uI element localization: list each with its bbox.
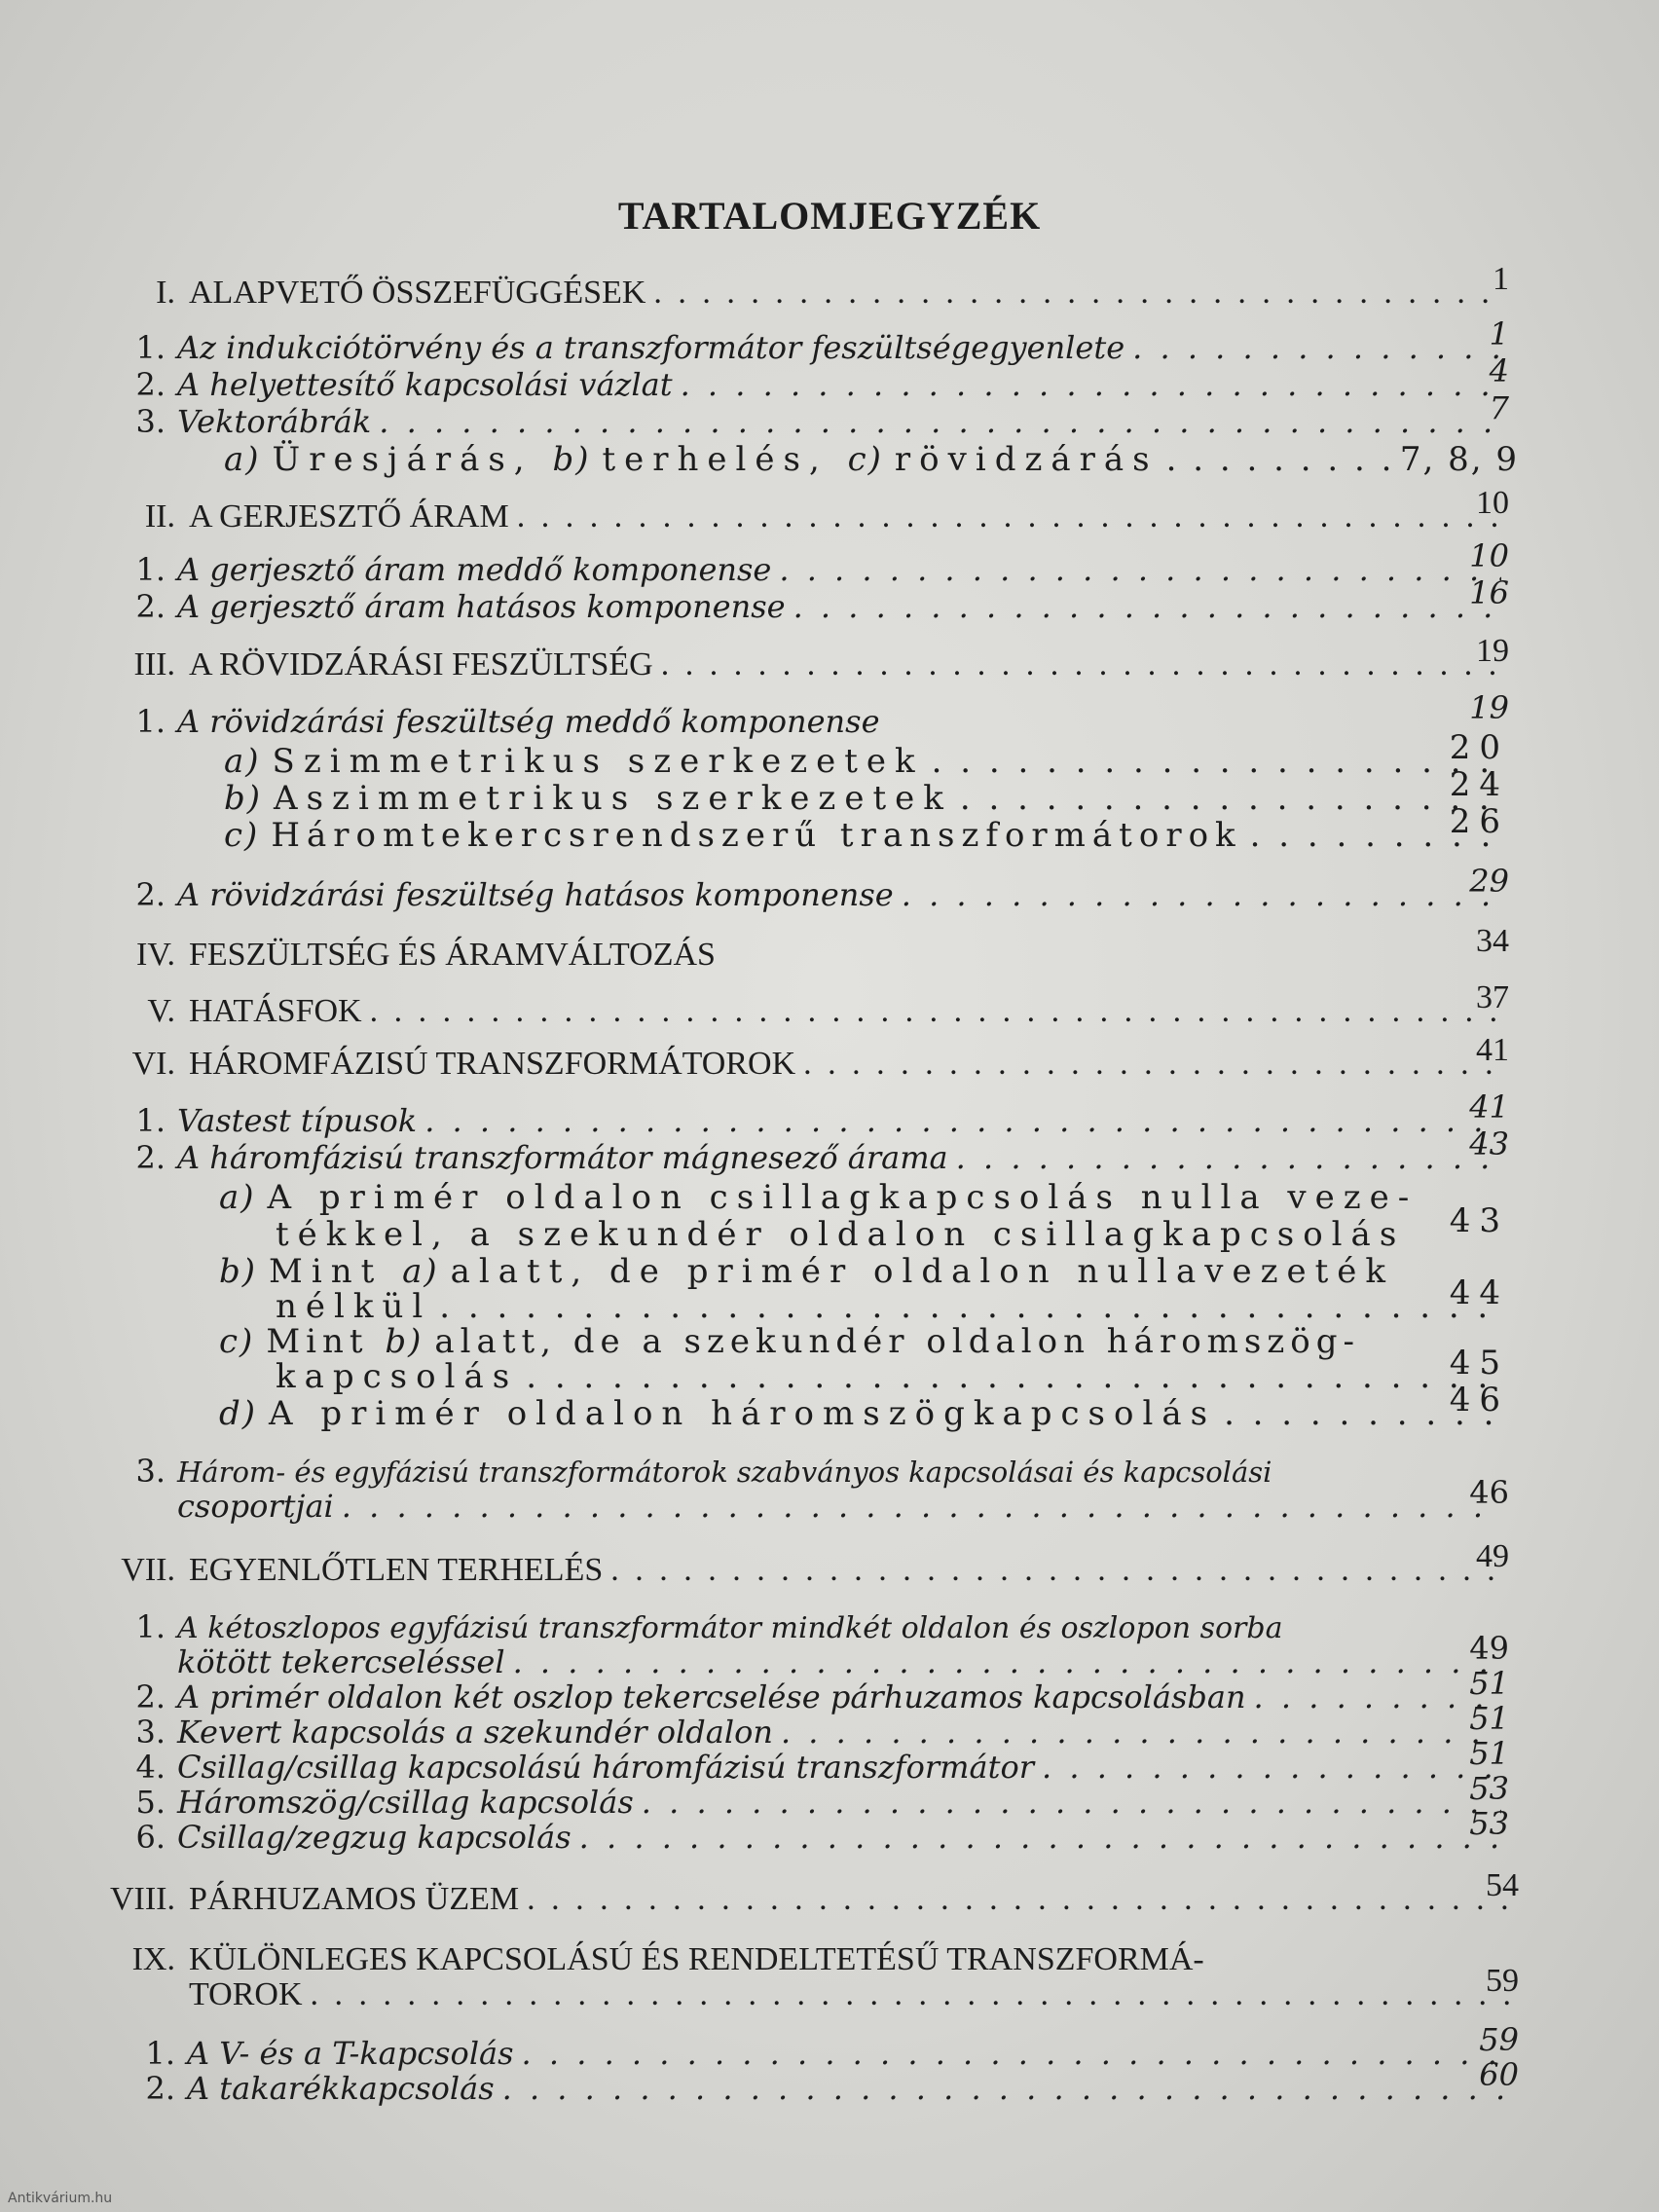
- toc-section: 1. Vastest típusok . . . 41: [107, 1102, 1509, 1139]
- toc-chapter: IV. FESZÜLTSÉG ÉS ÁRAMVÁLTOZÁS 34: [136, 923, 1509, 973]
- toc-subsection: b) Aszimmetrikus szerkezetek . . . 24: [224, 779, 1509, 818]
- toc-section: 1. A kétoszlopos egyfázisú transzformátor mindkét oldalon és oszlopon sorba: [135, 1608, 1283, 1645]
- toc-section: 3. Vektorábrák . . . 7: [107, 403, 1509, 440]
- toc-section: 1. A gerjesztő áram meddő komponense . . . 10: [107, 551, 1509, 588]
- toc-section: 2. A rövidzárási feszültség hatásos komponense . . . 29: [107, 876, 1509, 913]
- toc-section: 4. Csillag/csillag kapcsolású háromfázisú transzformátor . . . 51: [107, 1749, 1509, 1786]
- toc-section: 2. A primér oldalon két oszlop tekercselése párhuzamos kapcsolásban . . . 51: [107, 1678, 1509, 1715]
- toc-section-cont: kötött tekercseléssel . . . 49: [177, 1643, 1509, 1680]
- toc-section: 1. A rövidzárási feszültség meddő komponense 19: [135, 689, 1509, 740]
- toc-section: 1. A V- és a T-kapcsolás . . . 59: [117, 2035, 1519, 2072]
- toc-chapter: I. ALAPVETŐ ÖSSZEFÜGGÉSEK . . . 1: [78, 275, 1509, 312]
- toc-subsection-cont: tékkel, a szekundér oldalon csillagkapcsolás 43: [276, 1201, 1509, 1254]
- toc-subsection: a) Szimmetrikus szerkezetek . . . 20: [224, 742, 1509, 781]
- toc-subsection: d) A primér oldalon háromszögkapcsolás . . . 46: [219, 1394, 1509, 1433]
- toc-chapter: III. A RÖVIDZÁRÁSI FESZÜLTSÉG . . . 19: [78, 646, 1509, 683]
- toc-chapter: II. A GERJESZTŐ ÁRAM . . . 10: [78, 498, 1509, 535]
- toc-subsection-cont: kapcsolás . . . 45: [276, 1357, 1509, 1396]
- toc-subsection: a) Üresjárás, b) terhelés, c) rövidzárás . . . 7, 8, 9: [224, 440, 1519, 479]
- toc-section: 3. Három- és egyfázisú transzformátorok szabványos kapcsolásai és kapcsolási: [135, 1453, 1272, 1490]
- toc-chapter: V. HATÁSFOK . . . 37: [78, 993, 1509, 1030]
- toc-section: 3. Kevert kapcsolás a szekundér oldalon . . . 51: [107, 1714, 1509, 1751]
- toc-subsection: a) A primér oldalon csillagkapcsolás nulla veze-: [219, 1178, 1419, 1217]
- toc-chapter: VIII. PÁRHUZAMOS ÜZEM . . . 54: [78, 1881, 1519, 1918]
- toc-section: 5. Háromszög/csillag kapcsolás . . . 53: [107, 1784, 1509, 1821]
- toc-section: 2. A háromfázisú transzformátor mágnesező árama . . . 43: [107, 1139, 1509, 1176]
- toc-section: 2. A takarékkapcsolás . . . 60: [117, 2070, 1519, 2107]
- toc-section-cont: csoportjai . . . 46: [177, 1488, 1509, 1525]
- toc-chapter: VII. EGYENLŐTLEN TERHELÉS . . . 49: [78, 1552, 1509, 1589]
- toc-section: 2. A gerjesztő áram hatásos komponense . . . 16: [107, 588, 1509, 625]
- toc-section: 6. Csillag/zegzug kapcsolás . . . 53: [107, 1819, 1509, 1856]
- toc-subsection: c) Háromtekercsrendszerű transzformátorok . . . 26: [224, 816, 1509, 855]
- toc-subsection: c) Mint b) alatt, de a szekundér oldalon háromszög-: [219, 1322, 1361, 1361]
- watermark: Antikvárium.hu: [8, 2191, 113, 2206]
- toc-chapter: VI. HÁROMFÁZISÚ TRANSZFORMÁTOROK . . . 41: [78, 1046, 1509, 1083]
- toc-section: 1. Az indukciótörvény és a transzformátor feszültségegyenlete . . . 1: [107, 329, 1509, 366]
- toc-section: 2. A helyettesítő kapcsolási vázlat . . . 4: [107, 366, 1509, 403]
- toc-chapter-cont: TOROK . . . 59: [189, 1976, 1519, 2013]
- page-title: TARTALOMJEGYZÉK: [617, 194, 1042, 238]
- toc-chapter: IX. KÜLÖNLEGES KAPCSOLÁSÚ ÉS RENDELTETÉSŰ TRANSZFORMÁ-: [131, 1941, 1204, 1977]
- toc-subsection-cont: nélkül . . . 44: [276, 1287, 1509, 1326]
- toc-subsection: b) Mint a) alatt, de primér oldalon nullavezeték: [219, 1252, 1394, 1291]
